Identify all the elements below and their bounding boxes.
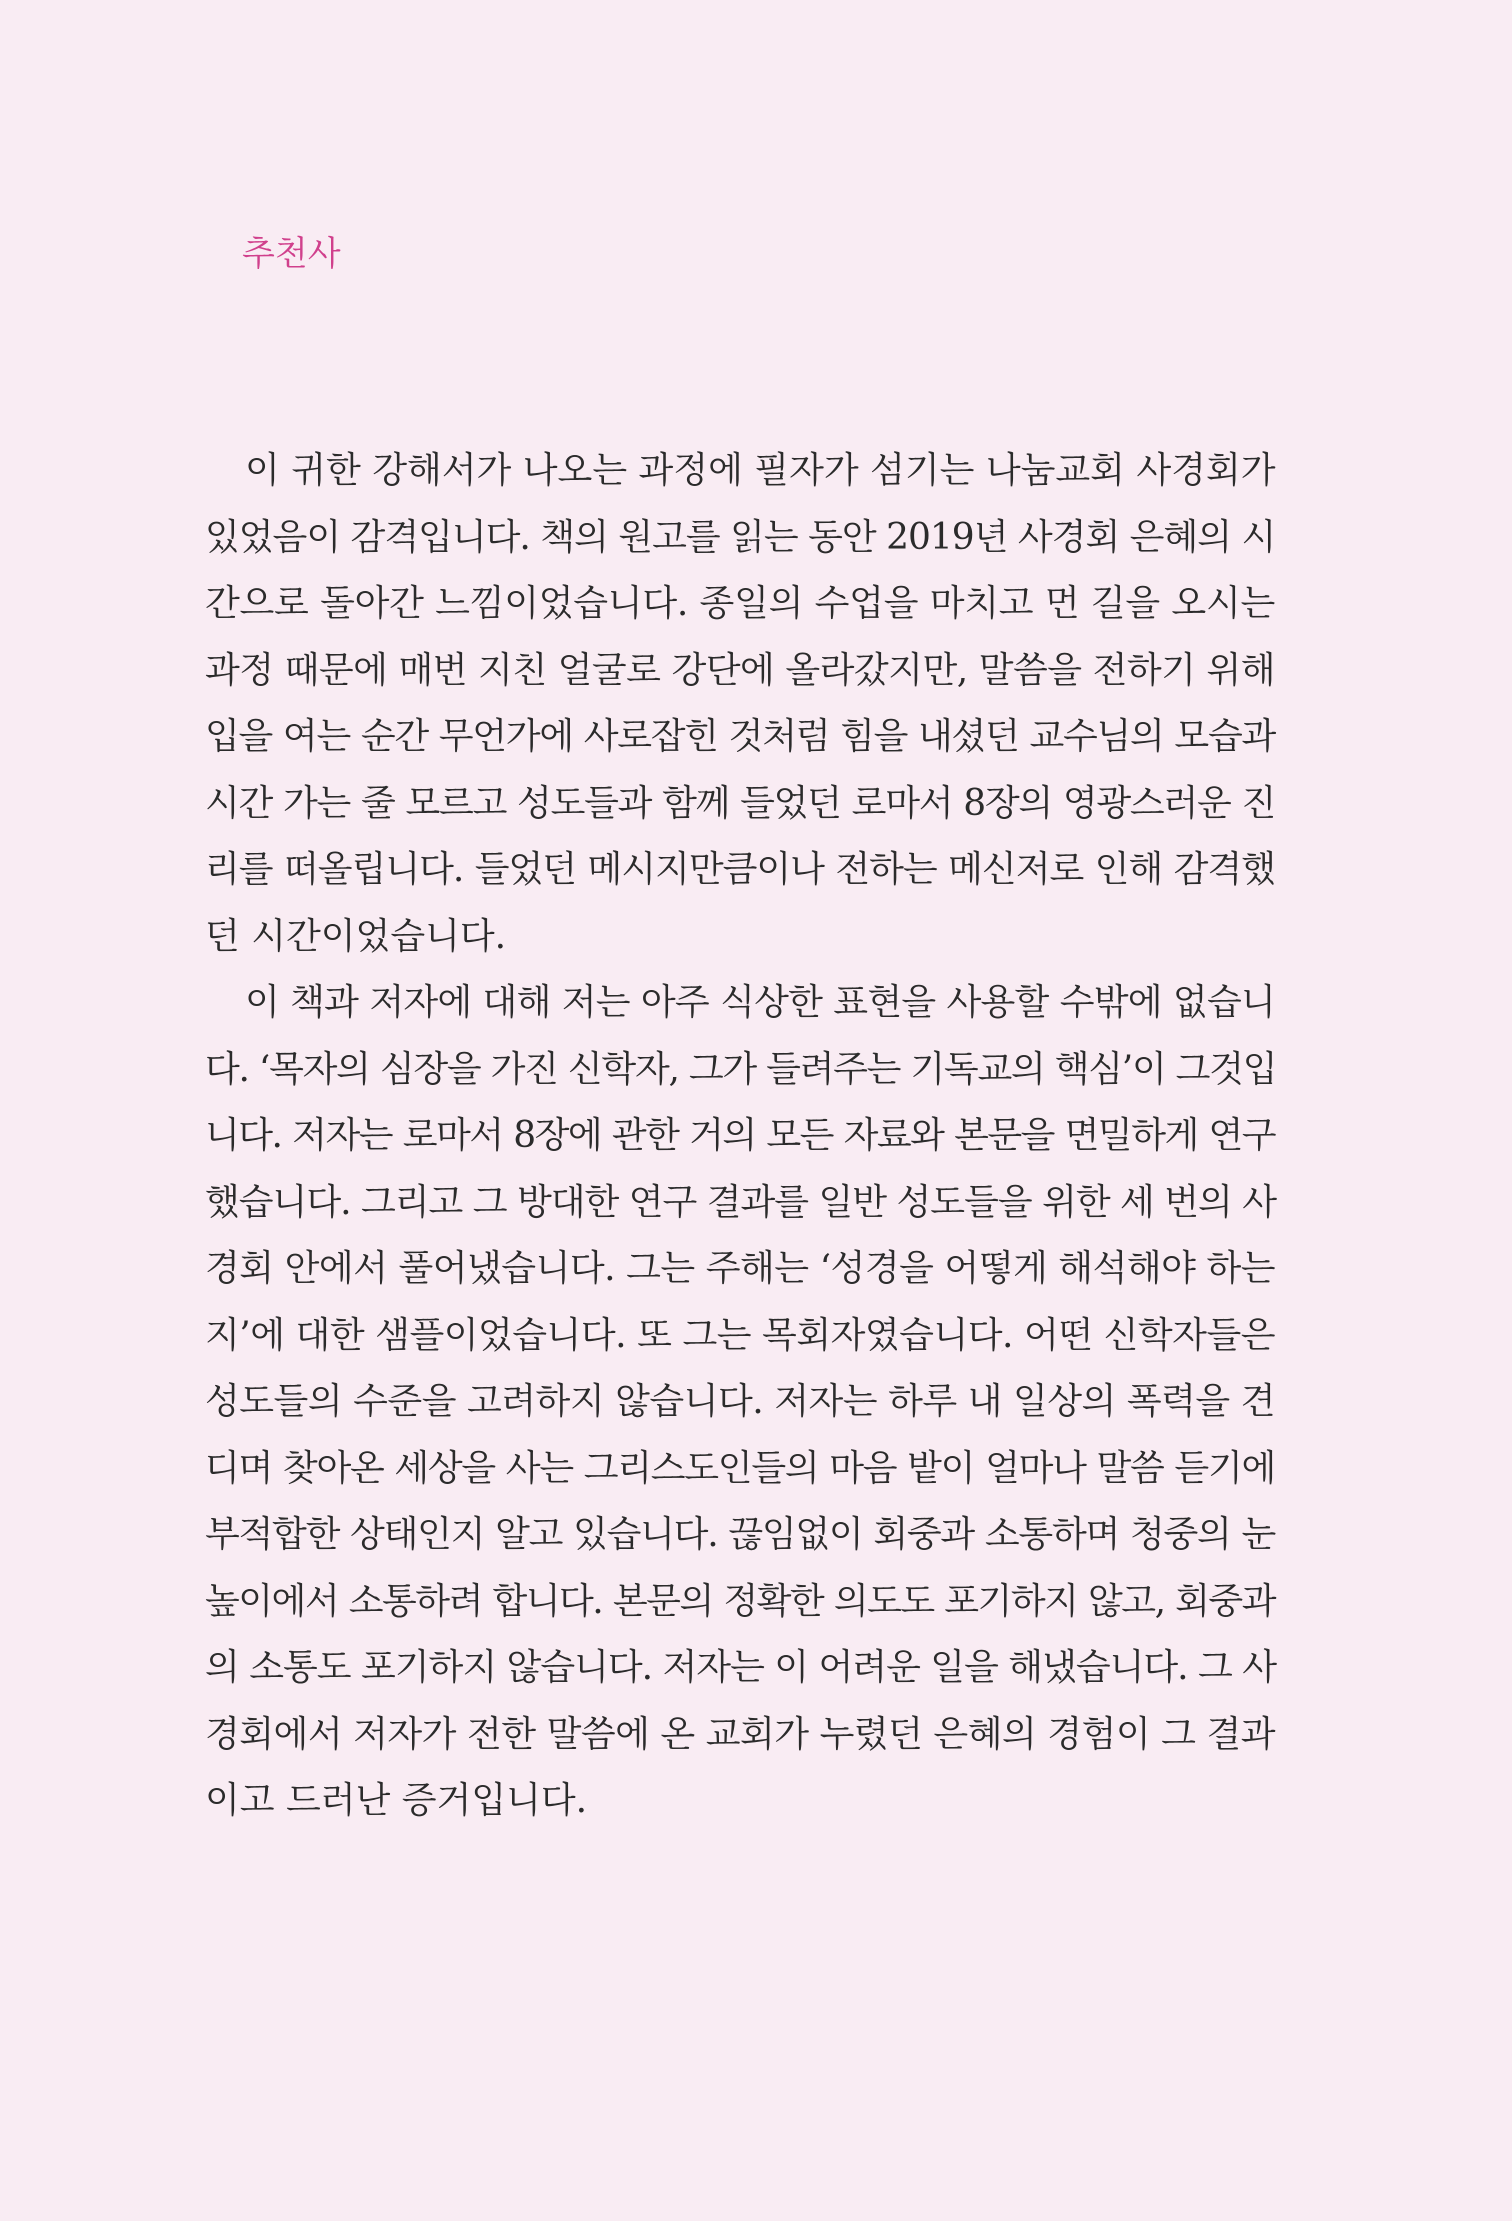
text-line: 간으로 돌아간 느낌이었습니다. 종일의 수업을 마치고 먼 길을 오시는 bbox=[205, 583, 1275, 624]
text-line: 리를 떠올립니다. 들었던 메시지만큼이나 전하는 메신저로 인해 감격했 bbox=[205, 849, 1275, 890]
text-line: 높이에서 소통하려 합니다. 본문의 정확한 의도도 포기하지 않고, 회중과 bbox=[205, 1580, 1275, 1622]
text-line: 던 시간이었습니다. bbox=[205, 915, 507, 957]
text-line: 부적합한 상태인지 알고 있습니다. 끊임없이 회중과 소통하며 청중의 눈 bbox=[205, 1514, 1275, 1555]
text-line: 있었음이 감격입니다. 책의 원고를 읽는 동안 2019년 사경회 은혜의 시 bbox=[205, 516, 1276, 558]
text-line: 이 귀한 강해서가 나오는 과정에 필자가 섬기는 나눔교회 사경회가 bbox=[245, 450, 1276, 491]
text-line: 성도들의 수준을 고려하지 않습니다. 저자는 하루 내 일상의 폭력을 견 bbox=[205, 1381, 1275, 1422]
text-line: 과정 때문에 매번 지친 얼굴로 강단에 올라갔지만, 말씀을 전하기 위해 bbox=[205, 649, 1275, 691]
text-line: 지’에 대한 샘플이었습니다. 또 그는 목회자였습니다. 어떤 신학자들은 bbox=[205, 1314, 1275, 1356]
body-text bbox=[205, 438, 1275, 1835]
text-line: 경회 안에서 풀어냈습니다. 그는 주해는 ‘성경을 어떻게 해석해야 하는 bbox=[205, 1248, 1275, 1289]
text-line: 했습니다. 그리고 그 방대한 연구 결과를 일반 성도들을 위한 세 번의 사 bbox=[205, 1181, 1277, 1223]
text-line: 이 책과 저자에 대해 저는 아주 식상한 표현을 사용할 수밖에 없습니 bbox=[245, 982, 1275, 1023]
paragraph-2 bbox=[205, 970, 1275, 1835]
text-line: 이고 드러난 증거입니다. bbox=[205, 1780, 588, 1821]
text-line: 경회에서 저자가 전한 말씀에 온 교회가 누렸던 은혜의 경험이 그 결과 bbox=[205, 1713, 1275, 1755]
text-line: 입을 여는 순간 무언가에 사로잡힌 것처럼 힘을 내셨던 교수님의 모습과 bbox=[205, 716, 1275, 757]
text-line: 다. ‘목자의 심장을 가진 신학자, 그가 들려주는 기독교의 핵심’이 그것입 bbox=[205, 1048, 1277, 1090]
text-line: 니다. 저자는 로마서 8장에 관한 거의 모든 자료와 본문을 면밀하게 연구 bbox=[205, 1115, 1275, 1156]
text-line: 의 소통도 포기하지 않습니다. 저자는 이 어려운 일을 해냈습니다. 그 사 bbox=[205, 1647, 1277, 1688]
section-heading: 추천사 bbox=[242, 234, 341, 274]
text-line: 디며 찾아온 세상을 사는 그리스도인들의 마음 밭이 얼마나 말씀 듣기에 bbox=[205, 1447, 1275, 1489]
paragraph-1 bbox=[205, 438, 1275, 970]
text-line: 시간 가는 줄 모르고 성도들과 함께 들었던 로마서 8장의 영광스러운 진 bbox=[205, 782, 1275, 824]
